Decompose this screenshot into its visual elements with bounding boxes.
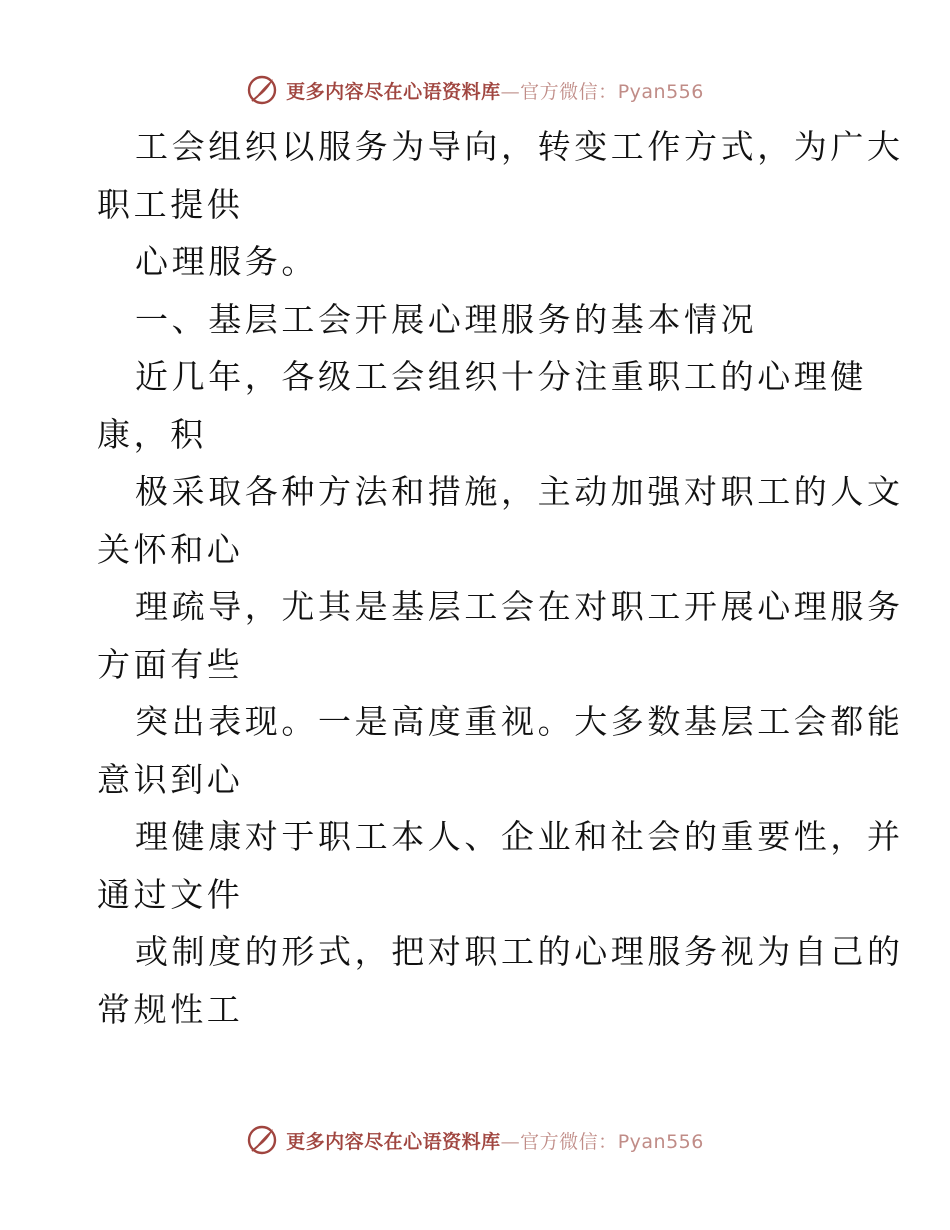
document-body [97,118,904,1038]
text-line: 方面有些 [97,644,244,684]
text-line: 理健康对于职工本人、企业和社会的重要性，并 [135,817,904,856]
text-line: 工会组织以服务为导向，转变工作方式，为广大 [135,127,904,166]
watermark-footer [0,1120,950,1160]
text-line: 意识到心 [97,759,244,799]
text-line: 突出表现。一是高度重视。大多数基层工会都能 [135,702,904,741]
feather-logo-icon [246,1124,278,1156]
watermark-wechat-label: 官方微信： [520,1130,618,1153]
text-line: 理疏导，尤其是基层工会在对职工开展心理服务 [135,587,904,626]
text-line: 或制度的形式，把对职工的心理服务视为自己的 [135,932,904,971]
text-line: 极采取各种方法和措施，主动加强对职工的人文 [135,472,904,511]
text-line: 关怀和心 [97,529,244,569]
watermark-wechat-label: 官方微信： [520,80,618,103]
watermark-wechat-id: Pyan556 [617,80,704,103]
watermark-separator: — [500,1130,521,1153]
watermark-separator: — [500,80,521,103]
text-line: 心理服务。 [135,242,318,281]
text-line: 职工提供 [97,184,244,224]
watermark-wechat-id: Pyan556 [617,1130,704,1153]
feather-logo-icon [246,74,278,106]
watermark-header [0,70,950,110]
section-heading: 一、基层工会开展心理服务的基本情况 [135,299,758,339]
watermark-text [286,1127,704,1154]
watermark-main: 更多内容尽在心语资料库 [286,1130,501,1153]
text-line: 近几年，各级工会组织十分注重职工的心理健 [135,357,867,396]
watermark-main: 更多内容尽在心语资料库 [286,80,501,103]
text-line: 常规性工 [97,989,244,1029]
text-line: 通过文件 [97,874,244,914]
watermark-text [286,77,704,104]
text-line: 康，积 [97,414,207,454]
